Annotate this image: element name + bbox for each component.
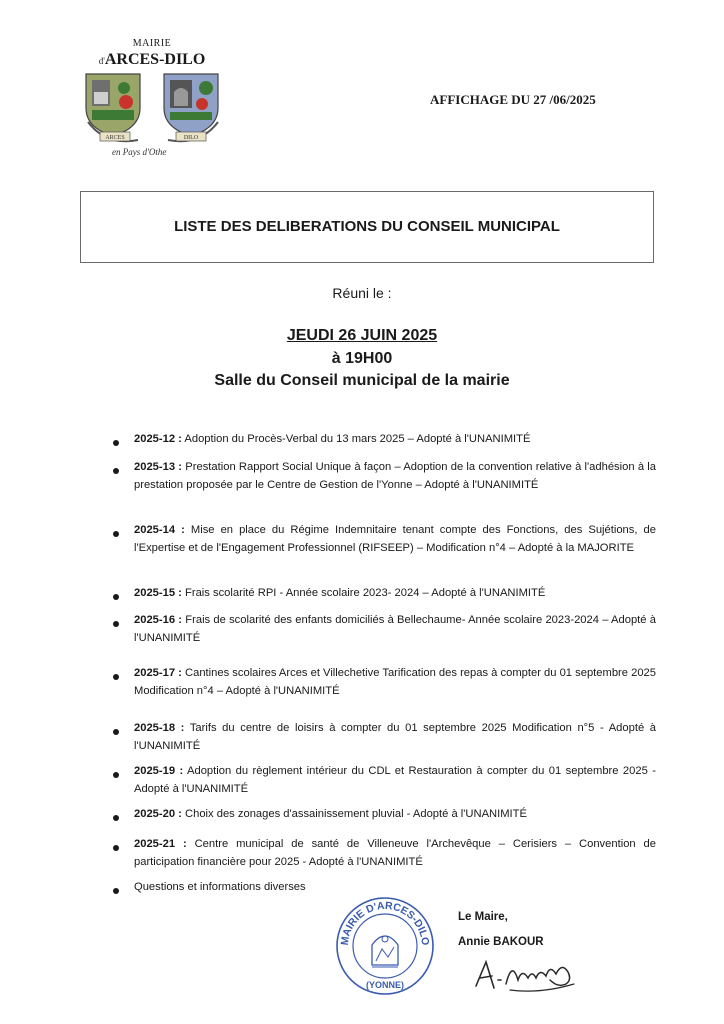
logo-mairie-label: MAIRIE: [132, 38, 172, 49]
list-item: 2025-17 : Cantines scolaires Arces et Villechetive Tarification des repas à compter du 01 septembre 2025 Modification n°4 – Adopté à l'UNANIMITÉ: [134, 667, 656, 697]
handwritten-signature: [470, 950, 590, 998]
list-item: 2025-16 : Frais de scolarité des enfants domiciliés à Bellechaume- Année scolaire 2023-2024 – Adopté à l'UNANIMITÉ: [134, 614, 656, 644]
meeting-place: Salle du Conseil municipal de la mairie: [214, 372, 510, 389]
official-stamp: [334, 895, 436, 997]
banner-left-label: ARCES: [105, 135, 125, 141]
mayor-name: Annie BAKOUR: [458, 936, 544, 948]
list-bullet: [113, 888, 119, 894]
coat-of-arms-icon: [78, 70, 228, 148]
list-bullet: [113, 621, 119, 627]
list-item: 2025-12 : Adoption du Procès-Verbal du 13 mars 2025 – Adopté à l'UNANIMITÉ: [134, 433, 531, 445]
list-bullet: [113, 729, 119, 735]
list-bullet: [113, 468, 119, 474]
list-item: 2025-20 : Choix des zonages d'assainissement pluvial - Adopté à l'UNANIMITÉ: [134, 808, 527, 820]
list-bullet: [113, 440, 119, 446]
list-bullet: [113, 594, 119, 600]
list-item: 2025-21 : Centre municipal de santé de Villeneuve l'Archevêque – Cerisiers – Convention de participation financière pour 2025 - Adopté à l'UNANIMITÉ: [134, 838, 656, 868]
page-title: LISTE DES DELIBERATIONS DU CONSEIL MUNICIPAL: [174, 218, 560, 235]
meeting-time: à 19H00: [331, 350, 393, 367]
list-item: Questions et informations diverses: [134, 881, 306, 893]
svg-text:MAIRIE D'ARCES-DILO: [339, 900, 431, 946]
list-item: 2025-18 : Tarifs du centre de loisirs à compter du 01 septembre 2025 Modification n°5 - Adopté à l'UNANIMITÉ: [134, 722, 657, 752]
meeting-intro: Réuni le :: [332, 285, 392, 301]
list-item: 2025-13 : Prestation Rapport Social Unique à façon – Adoption de la convention relative à l'adhésion à la prestation proposée par le Centre de Gestion de l'Yonne – Adopté à l'UNANIMITÉ: [134, 461, 656, 491]
list-bullet: [113, 815, 119, 821]
banner-right-label: DILO: [183, 135, 199, 141]
list-item: 2025-15 : Frais scolarité RPI - Année scolaire 2023- 2024 – Adopté à l'UNANIMITÉ: [134, 587, 546, 599]
title-box: [80, 191, 654, 263]
list-bullet: [113, 674, 119, 680]
stamp-bottom-text: (YONNE): [366, 980, 404, 990]
list-item: 2025-19 : Adoption du règlement intérieur du CDL et Restauration à compter du 01 septembre 2025 - Adopté à l'UNANIMITÉ: [134, 765, 656, 795]
list-item: 2025-14 : Mise en place du Régime Indemnitaire tenant compte des Fonctions, des Sujétions, de l'Expertise et de l'Engagement Professionnel (RIFSEEP) – Modification n°4 – Adopté à la MAJORITE: [134, 524, 656, 554]
list-bullet: [113, 531, 119, 537]
meeting-date-text: JEUDI 26 JUIN 2025: [286, 327, 438, 344]
meeting-date: [0, 327, 724, 345]
mairie-logo: [72, 34, 232, 174]
posting-date: AFFICHAGE DU 27 /06/2025: [430, 92, 596, 107]
logo-town-name: [72, 51, 232, 69]
list-bullet: [113, 772, 119, 778]
list-bullet: [113, 845, 119, 851]
logo-tagline: en Pays d'Othe: [112, 147, 167, 157]
logo-name-prefix: d': [98, 56, 105, 66]
mayor-title: Le Maire,: [458, 911, 508, 923]
logo-name-text: ARCES-DILO: [104, 51, 206, 68]
stamp-top-text: MAIRIE D'ARCES-DILO: [338, 899, 432, 946]
